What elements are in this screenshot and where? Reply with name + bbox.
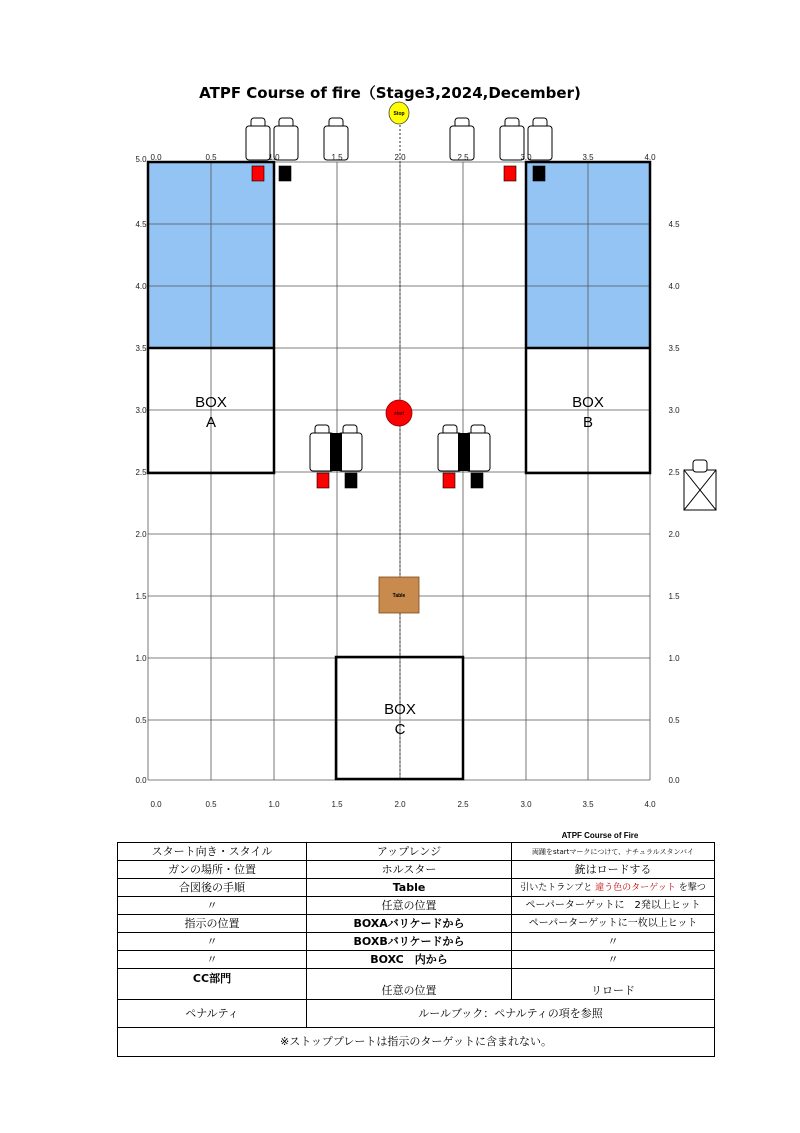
left-tick-label: 5.0 xyxy=(135,155,147,164)
table-cell: アップレンジ xyxy=(307,843,512,861)
right-tick-label: 4.0 xyxy=(668,282,680,291)
top-tick-label: 1.5 xyxy=(331,153,343,162)
bottom-tick-label: 4.0 xyxy=(644,800,656,809)
right-tick-label: 1.0 xyxy=(668,654,680,663)
course-of-fire-table xyxy=(117,842,715,1057)
table-cell: ペーパーターゲットに 2発以上ヒット xyxy=(512,897,715,915)
cell-text: 引いたトランプと xyxy=(520,882,593,893)
bottom-tick-label: 2.0 xyxy=(394,800,406,809)
paper-target-cluster xyxy=(438,425,490,471)
table-cell: ルールブック：ペナルティの項を参照 xyxy=(307,1000,715,1028)
left-tick-label: 2.0 xyxy=(135,530,147,539)
course-table-caption: ATPF Course of Fire xyxy=(561,831,639,840)
top-tick-label: 2.5 xyxy=(457,153,469,162)
box-c-label-line2: C xyxy=(394,721,406,738)
paper-target xyxy=(246,118,270,160)
red-plate-target xyxy=(317,473,329,488)
bottom-tick-label: 3.5 xyxy=(582,800,594,809)
table-row xyxy=(118,879,715,897)
page-title: ATPF Course of fire（Stage3,2024,December) xyxy=(199,84,581,102)
table-row xyxy=(118,843,715,861)
table-row xyxy=(118,1000,715,1028)
table-cell: Table xyxy=(307,879,512,897)
table-row xyxy=(118,1028,715,1057)
red-plate-target xyxy=(443,473,455,488)
top-tick-label: 3.0 xyxy=(520,153,532,162)
table-cell: 両踵をstartマークにつけて、ナチュラルスタンバイ xyxy=(512,843,715,861)
black-plate-target xyxy=(471,473,483,488)
table-cell: ガンの場所・位置 xyxy=(118,861,307,879)
left-tick-label: 1.0 xyxy=(135,654,147,663)
bottom-tick-label: 1.0 xyxy=(268,800,280,809)
table-cell: 〃 xyxy=(512,933,715,951)
top-tick-label: 4.0 xyxy=(644,153,656,162)
right-tick-label: 4.5 xyxy=(668,220,680,229)
left-tick-label: 0.0 xyxy=(135,776,147,785)
table-cell: ホルスター xyxy=(307,861,512,879)
table-cell: ペーパーターゲットに一枚以上ヒット xyxy=(512,915,715,933)
table-cell: BOXAバリケードから xyxy=(307,915,512,933)
table-cell: BOXBバリケードから xyxy=(307,933,512,951)
table-cell: スタート向き・スタイル xyxy=(118,843,307,861)
left-tick-label: 3.5 xyxy=(135,344,147,353)
left-tick-label: 4.0 xyxy=(135,282,147,291)
stop-label: Stop xyxy=(393,111,405,117)
table-cell xyxy=(512,879,715,897)
left-tick-label: 1.5 xyxy=(135,592,147,601)
table-row xyxy=(118,933,715,951)
table-cell: 銃はロードする xyxy=(512,861,715,879)
bottom-tick-label: 0.5 xyxy=(205,800,217,809)
no-shoot-icon xyxy=(684,460,716,510)
top-tick-label: 1.0 xyxy=(268,153,280,162)
table-cell: BOXC 内から xyxy=(307,951,512,969)
box-a-label-line1: BOX xyxy=(195,394,227,411)
bottom-tick-label: 0.0 xyxy=(150,800,162,809)
right-tick-label: 3.0 xyxy=(668,406,680,415)
top-tick-label: 2.0 xyxy=(394,153,406,162)
box-b-label-line2: B xyxy=(582,414,594,431)
right-tick-label: 0.5 xyxy=(668,716,680,725)
black-plate-target xyxy=(279,166,291,181)
table-row xyxy=(118,951,715,969)
bottom-tick-label: 3.0 xyxy=(520,800,532,809)
table-cell: 〃 xyxy=(118,897,307,915)
table-cell: 任意の位置 xyxy=(307,969,512,1000)
left-tick-label: 0.5 xyxy=(135,716,147,725)
black-plate-target xyxy=(345,473,357,488)
box-b-label-line1: BOX xyxy=(572,394,604,411)
red-plate-target xyxy=(504,166,516,181)
paper-target xyxy=(528,118,552,160)
box-a-label-line2: A xyxy=(205,414,217,431)
table-cell: 合図後の手順 xyxy=(118,879,307,897)
table-cell: 任意の位置 xyxy=(307,897,512,915)
table-cell: リロード xyxy=(512,969,715,1000)
table-row xyxy=(118,969,715,1000)
table-row xyxy=(118,897,715,915)
targets xyxy=(246,118,552,488)
table-note: ※ストッププレートは指示のターゲットに含まれない。 xyxy=(118,1028,715,1057)
bottom-tick-label: 1.5 xyxy=(331,800,343,809)
right-tick-label: 2.5 xyxy=(668,468,680,477)
table-row xyxy=(118,915,715,933)
paper-target-cluster xyxy=(310,425,362,471)
right-tick-label: 1.5 xyxy=(668,592,680,601)
table-prop-label: Table xyxy=(392,593,406,599)
table-cell: CC部門 xyxy=(118,969,307,1000)
left-tick-label: 4.5 xyxy=(135,220,147,229)
left-tick-label: 2.5 xyxy=(135,468,147,477)
table-cell: 〃 xyxy=(118,933,307,951)
right-tick-label: 3.5 xyxy=(668,344,680,353)
right-tick-label: 2.0 xyxy=(668,530,680,539)
red-plate-target xyxy=(252,166,264,181)
top-tick-label: 0.5 xyxy=(205,153,217,162)
top-tick-label: 0.0 xyxy=(150,153,162,162)
cell-text-highlight: 違う色のターゲット xyxy=(595,882,676,893)
table-row xyxy=(118,861,715,879)
table-cell: 〃 xyxy=(512,951,715,969)
table-cell: 指示の位置 xyxy=(118,915,307,933)
bottom-tick-label: 2.5 xyxy=(457,800,469,809)
top-tick-label: 3.5 xyxy=(582,153,594,162)
table-cell: 〃 xyxy=(118,951,307,969)
start-label: start xyxy=(394,411,404,417)
cell-text: を撃つ xyxy=(678,882,706,893)
right-tick-label: 0.0 xyxy=(668,776,680,785)
table-cell: ペナルティ xyxy=(118,1000,307,1028)
box-c-label-line1: BOX xyxy=(384,701,416,718)
black-plate-target xyxy=(533,166,545,181)
left-tick-label: 3.0 xyxy=(135,406,147,415)
